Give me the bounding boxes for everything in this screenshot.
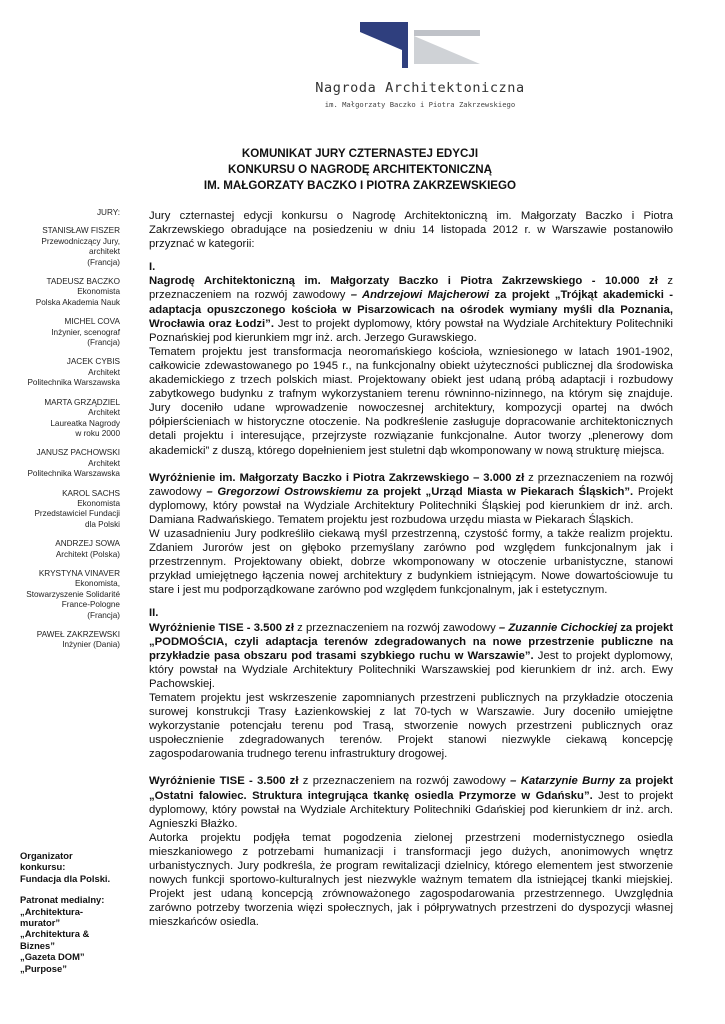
member-role: Architekt — [88, 408, 120, 418]
patronage-line: murator” — [20, 917, 61, 929]
member-role: Laureatka Nagrody — [50, 418, 120, 428]
member-role: w roku 2000 — [75, 428, 120, 438]
organizer-line: Organizator — [20, 850, 73, 861]
member-role: (Francja) — [87, 610, 120, 620]
logo-subtitle: im. Małgorzaty Baczko i Piotra Zakrzewskiego — [324, 100, 516, 109]
member-role: architekt — [89, 247, 120, 257]
award-text: Projekt dyplomowy, który powstał na Wydziale Architektury Politechniki Śląskiej pod kierunkiem dr inż. arch. Damiana Radwańskiego. Tematem projektu jest rozbudowa urzędu miasta w Piekarach Śląskich. — [149, 485, 674, 526]
jury-member — [14, 226, 120, 268]
award-paragraph — [149, 774, 673, 830]
member-role: Inżynier (Dania) — [62, 640, 120, 650]
award-text: Jest to projekt dyplomowy, który powstał na Wydziale Architektury Politechniki Gdańskiej pod kierunkiem dr inż. arch. Agnieszki Błażko. — [149, 789, 673, 830]
award-paragraph — [149, 621, 673, 691]
header-line: KONKURSU O NAGRODĘ ARCHITEKTONICZNĄ — [227, 163, 493, 176]
jury-member — [14, 398, 120, 440]
award-text: Jest to projekt dyplomowy, który powstał na Wydziale Architektury Politechniki Poznańskiej pod kierunkiem mgr inż. arch. Jerzego Gurawskiego. — [149, 317, 673, 344]
award-title: Wyróżnienie TISE - 3.500 zł — [149, 775, 299, 788]
award-paragraph — [149, 274, 673, 344]
member-name: JANUSZ PACHOWSKI — [36, 448, 120, 458]
award-text: z przeznaczeniem na rozwój zawodowy — [149, 275, 673, 302]
logo-mark-icon — [360, 22, 480, 70]
jury-member — [14, 277, 120, 308]
member-role: Polska Akademia Nauk — [35, 297, 120, 307]
member-role: Przewodniczący Jury, — [41, 236, 120, 246]
award-winner: – Zuzannie Cichockiej — [498, 621, 618, 634]
organizer-line: konkursu: — [20, 861, 66, 873]
award-winner: – Katarzynie Burny — [510, 775, 615, 788]
award-title: Wyróżnienie TISE - 3.500 zł — [149, 621, 294, 634]
member-role: (Francja) — [87, 338, 120, 348]
section-heading: II. — [149, 607, 159, 620]
patronage-line: Patronat medialny: — [20, 894, 105, 906]
document-header — [120, 146, 600, 194]
award-description: Tematem projektu jest transformacja neoromańskiego kościoła, wzniesionego w latach 1901-1902, całkowicie zdewastowanego po 1945 r., na funkcjonalny obiekt użyteczności publicznej dla środowiska akademickiego z trzech polskich miast. Projektowany obiekt jest udaną próbą adaptacji i rozbudowy zabytkowego budynku z trafnym wykorzystaniem terenu równinno-nizinnego, na którym się znajduje. Jury doceniło udane wprowadzenie nowoczesnej architektury, kompozycji opartej na dwóch półpierścieniach w historyczne otoczenie. Na podkreślenie zasługuje dopracowanie architektonicznych detali projektu i interesujące, przejrzyste rozwiązanie funkcjonalne. Autor tworzy „plenerowy dom akademicki” z duszą, którego dopełnieniem jest stuletni dąb wkomponowany w nową strukturę miejsca. — [149, 345, 673, 457]
member-role: Architekt — [88, 367, 120, 377]
jury-member — [14, 489, 120, 531]
member-name: MICHEL COVA — [64, 317, 120, 327]
section-heading: I. — [149, 261, 156, 274]
award-project: za projekt „Ostatni falowiec. Struktura integrująca tkankę osiedla Przymorze w Gdańsku”. — [149, 775, 673, 802]
jury-member — [14, 317, 120, 348]
member-role: France-Pologne — [61, 600, 120, 610]
member-role: Stowarzyszenie Solidarité — [26, 589, 120, 599]
jury-label: JURY: — [96, 208, 120, 217]
award-winner: – Andrzejowi Majcherowi — [350, 289, 490, 302]
patronage-line: „Architektura- — [20, 905, 84, 917]
award-project: za projekt „Urząd Miasta w Piekarach Śląskich”. — [362, 485, 634, 498]
patronage-line: „Purpose” — [20, 962, 67, 974]
member-role: Ekonomista, — [74, 579, 120, 589]
award-description: Autorka projektu podjęła temat pogodzenia zielonej przestrzeni modernistycznego osiedla mieszkaniowego z potrzebami humanizacji i transformacji jego dużych, anonimowych wnętrz urbanistycznych. Jury podkreśla, że program rewitalizacji dzielnicy, którego elementem jest stworzenie nowych funkcji sportowo-kulturalnych jest niezwykle ważnym tematem dla istniejącej tkanki miejskiej. Projekt jest udaną koncepcją zrównoważonego zagospodarowania przestrzennego. Uwzględnia zarówno potrzeby tworzenia więzi społecznych, jak i półprywatnych przestrzeni do dyspozycji własnej mieszkańców osiedla. — [149, 831, 673, 929]
jury-member — [14, 357, 120, 388]
header-line: IM. MAŁGORZATY BACZKO I PIOTRA ZAKRZEWSKIEGO — [203, 179, 517, 192]
member-name: STANISŁAW FISZER — [42, 226, 120, 236]
award-text: z przeznaczeniem na rozwój zawodowy — [298, 775, 511, 788]
member-role: Architekt — [88, 458, 120, 468]
member-role: Politechnika Warszawska — [27, 469, 120, 479]
jury-member — [14, 539, 120, 560]
award-winner: – Gregorzowi Ostrowskiemu — [206, 485, 362, 498]
member-name: ANDRZEJ SOWA — [55, 539, 120, 549]
award-project: za projekt „Trójkąt akademicki - adaptacja opuszczonego kościoła w Pisarzowicach na ośrodek wymiany myśli dla Poznania, Wrocławia oraz Łodzi”. — [149, 289, 673, 330]
jury-member — [14, 630, 120, 651]
award-title: Nagrodę Architektoniczną im. Małgorzaty Baczko i Piotra Zakrzewskiego - 10.000 zł — [149, 275, 658, 288]
member-role: Inżynier, scenograf — [51, 327, 120, 337]
member-role: dla Polski — [84, 519, 120, 529]
patronage-line: „Gazeta DOM” — [20, 951, 85, 963]
member-name: JACEK CYBIS — [66, 357, 120, 367]
member-role: Architekt (Polska) — [55, 549, 120, 559]
jury-member — [14, 569, 120, 621]
header-line: KOMUNIKAT JURY CZTERNASTEJ EDYCJI — [241, 147, 479, 160]
member-role: Ekonomista — [77, 498, 120, 508]
member-role: Przedstawiciel Fundacji — [34, 509, 120, 519]
jury-member — [14, 448, 120, 479]
member-role: Ekonomista — [77, 287, 120, 297]
member-name: MARTA GRZĄDZIEL — [44, 397, 120, 407]
member-name: KRYSTYNA VINAVER — [38, 568, 120, 578]
member-role: Politechnika Warszawska — [27, 378, 120, 388]
member-name: KAROL SACHS — [62, 488, 120, 498]
member-role: (Francja) — [87, 257, 120, 267]
award-text: z przeznaczeniem na rozwój zawodowy — [149, 471, 673, 498]
main-text — [149, 209, 673, 930]
award-text: Jest to projekt dyplomowy, który powstał na Wydziale Architektury Politechniki Warszawskiej pod kierunkiem dr inż. arch. Ewy Pachowskiej. — [149, 649, 673, 690]
member-name: PAWEŁ ZAKRZEWSKI — [36, 630, 120, 639]
award-paragraph — [149, 471, 673, 527]
organizer-block — [20, 850, 130, 974]
intro-paragraph: Jury czternastej edycji konkursu o Nagrodę Architektoniczną im. Małgorzaty Baczko i Piotra Zakrzewskiego obradujące na posiedzeniu w dniu 14 listopada 2012 r. w Warszawie postanowiło przyznać w kategorii: — [149, 210, 673, 251]
logo-title: Nagroda Architektoniczna — [315, 80, 525, 96]
award-description: W uzasadnieniu Jury podkreśliło ciekawą myśl przestrzenną, czystość formy, a także realizm projektu. Zdaniem Jurorów jest on głęboko przemyślany zarówno pod względem funkcjonalnym jak i przestrzennym. Projektowany obiekt, dobrze wkomponowany w otoczenie urbanistyczne, stanowi przykład umiejętnego łączenia nowej architektury z budynkiem istniejącym. Nowe dowartościowuje tu stare i jest mu podporządkowane zarówno pod względem funkcjonalnym, jak i estetycznym. — [149, 527, 673, 597]
award-description: Tematem projektu jest wskrzeszenie zapomnianych przestrzeni publicznych na przykładzie otoczenia surowej konstrukcji Trasy Łazienkowskiej z lat 70-tych w Warszawie. Jury doceniło umiejętne wykorzystanie potencjału terenu pod Trasą, stworzenie nowych przestrzeni publicznych oraz uspołecznienie zdegradowanych terenów. Projekt stanowi niezwykle ciekawą koncepcję zagospodarowania trudnego terenu infrastruktury drogowej. — [149, 692, 673, 761]
organizer-line: Fundacja dla Polski. — [20, 872, 111, 884]
award-project: za projekt „PODMOŚCIA, czyli adaptacja terenów zdegradowanych na nowe przestrzenie publiczne na przykładzie pasa obszaru pod trasami szybkiego ruchu w Warszawie”. — [149, 621, 673, 662]
jury-sidebar — [14, 208, 120, 660]
member-name: TADEUSZ BACZKO — [46, 277, 120, 287]
patronage-line: Biznes” — [20, 939, 55, 951]
patronage-line: „Architektura & — [20, 928, 90, 940]
award-title: Wyróżnienie im. Małgorzaty Baczko i Piotra Zakrzewskiego – 3.000 zł — [149, 471, 525, 484]
logo — [300, 22, 540, 122]
award-text: z przeznaczeniem na rozwój zawodowy — [293, 621, 499, 634]
